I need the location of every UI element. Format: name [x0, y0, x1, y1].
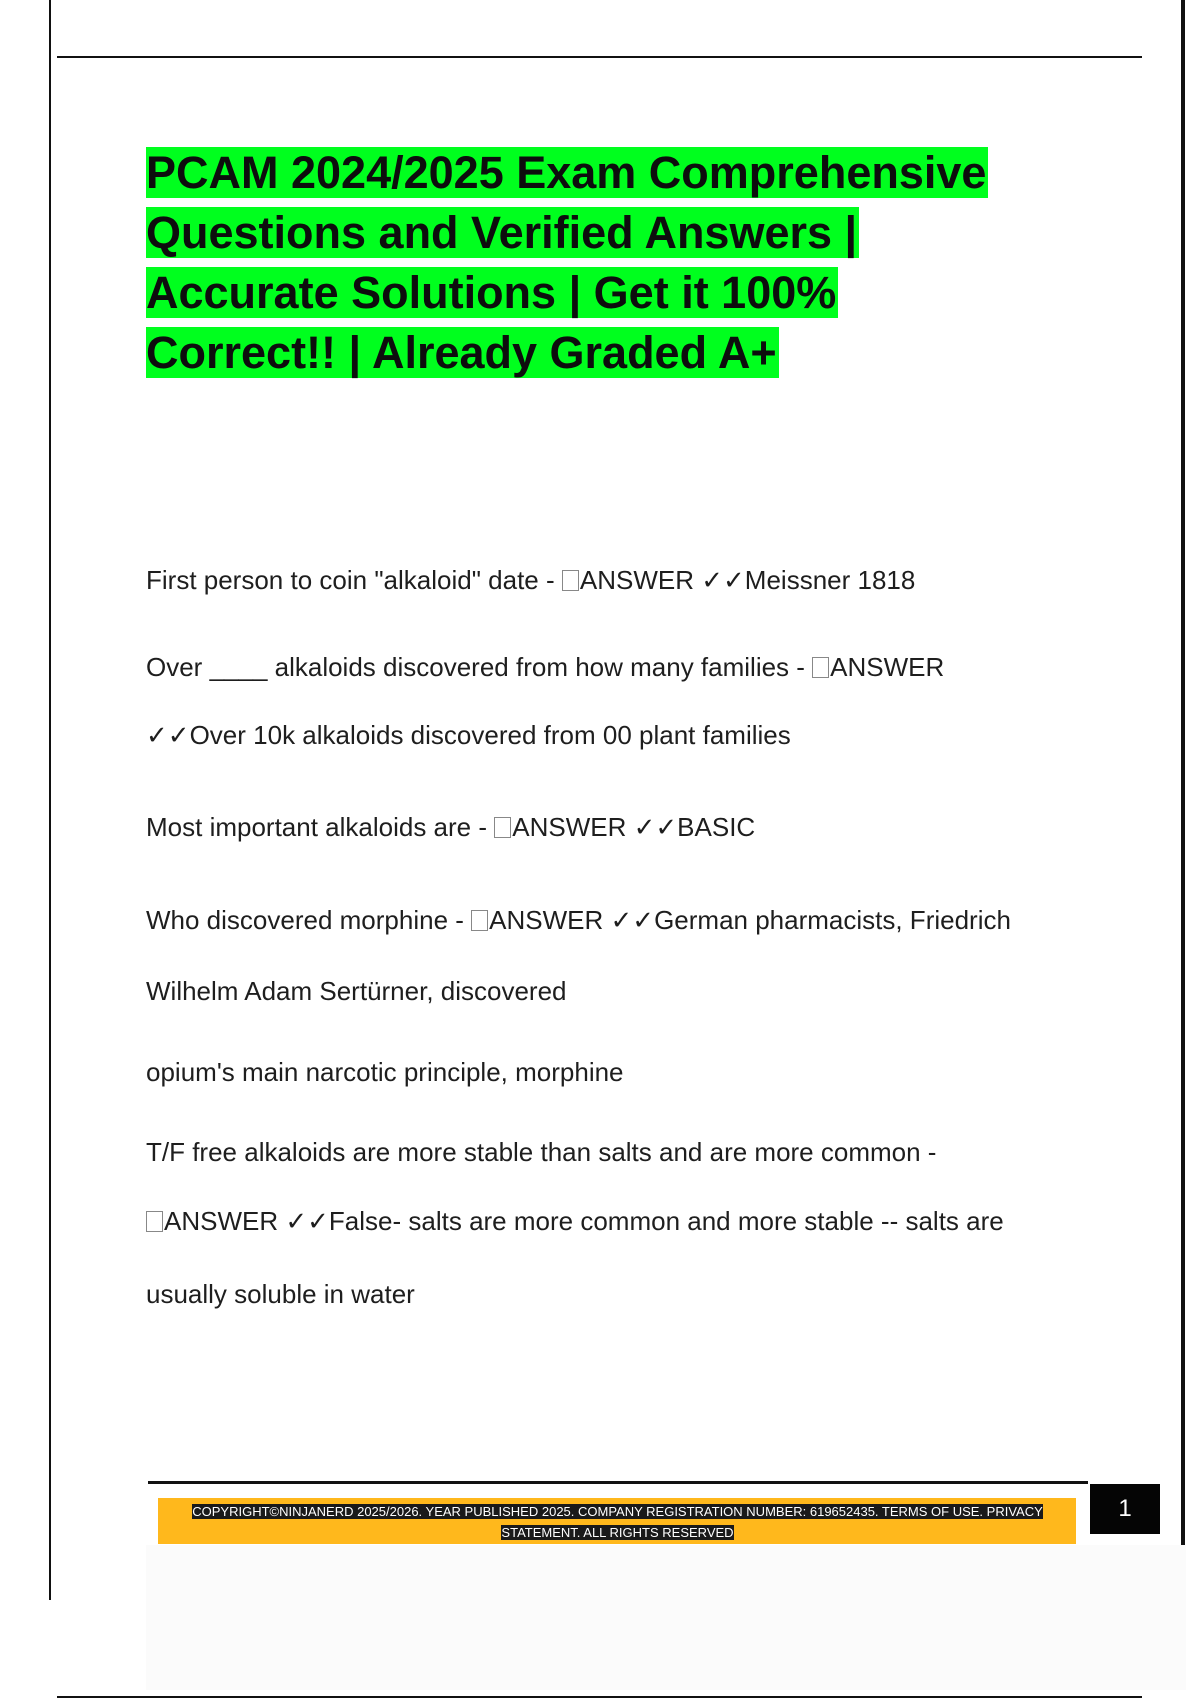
- question-text: First person to coin "alkaloid" date -: [146, 565, 562, 595]
- title-line: Correct!! | Already Graded A+: [146, 327, 777, 378]
- answer-text: Over 10k alkaloids discovered from 00 plant families: [189, 720, 791, 750]
- qa-item-5-question: [146, 1135, 1106, 1169]
- question-text: Who discovered morphine -: [146, 905, 472, 935]
- title-line: Accurate Solutions | Get it 100%: [146, 267, 837, 318]
- qa-item-4-line3: [146, 1055, 1106, 1089]
- bottom-rule: [57, 1696, 1142, 1698]
- title-line: Questions and Verified Answers |: [146, 207, 858, 258]
- qa-item-3: [146, 810, 1106, 844]
- page-number: 1: [1090, 1484, 1160, 1534]
- checkbox-glyph-icon: [562, 570, 579, 591]
- checkmarks: ✓✓: [146, 720, 190, 750]
- checkbox-glyph-icon: [494, 817, 511, 838]
- page-border-left: [49, 0, 51, 1600]
- footer-rule: [148, 1481, 1088, 1484]
- answer-marker: ANSWER ✓✓: [489, 905, 655, 935]
- copyright-notice: [170, 1501, 1065, 1543]
- title-line: PCAM 2024/2025 Exam Comprehensive: [146, 147, 987, 198]
- answer-marker: ANSWER ✓✓: [164, 1206, 329, 1236]
- qa-item-4: [146, 903, 1106, 937]
- answer-text: BASIC: [677, 812, 756, 842]
- qa-item-1: [146, 563, 1106, 597]
- answer-text: German pharmacists, Friedrich: [654, 905, 1011, 935]
- checkbox-glyph-icon: [471, 910, 488, 931]
- copyright-line: STATEMENT. ALL RIGHTS RESERVED: [501, 1525, 734, 1540]
- answer-marker: ANSWER ✓✓: [512, 812, 678, 842]
- answer-marker: ANSWER ✓✓: [579, 565, 745, 595]
- page-border-right: [1181, 0, 1185, 1600]
- qa-item-2-answer: [146, 718, 1106, 752]
- qa-item-4-line2: [146, 974, 1106, 1008]
- top-rule: [57, 56, 1142, 58]
- answer-label: ANSWER: [830, 652, 945, 682]
- checkbox-glyph-icon: [812, 657, 829, 678]
- page-bottom-margin: [146, 1545, 1186, 1690]
- checkbox-glyph-icon: [146, 1211, 163, 1232]
- answer-text: Wilhelm Adam Sertürner, discovered: [146, 976, 567, 1006]
- question-text: Most important alkaloids are -: [146, 812, 495, 842]
- answer-text: usually soluble in water: [146, 1279, 415, 1309]
- qa-item-5-line3: [146, 1277, 1106, 1311]
- question-text: T/F free alkaloids are more stable than salts and are more common -: [146, 1137, 937, 1167]
- copyright-line: COPYRIGHT©NINJANERD 2025/2026. YEAR PUBLISHED 2025. COMPANY REGISTRATION NUMBER: 619652435. TERMS OF USE. PRIVACY: [192, 1504, 1043, 1519]
- question-text: Over ____ alkaloids discovered from how many families -: [146, 652, 813, 682]
- answer-text: opium's main narcotic principle, morphine: [146, 1057, 624, 1087]
- document-title: [146, 143, 1096, 383]
- qa-item-5-answer: [146, 1204, 1106, 1238]
- answer-text: Meissner 1818: [744, 565, 916, 595]
- qa-item-2-question: [146, 650, 1106, 684]
- answer-text: False- salts are more common and more stable -- salts are: [328, 1206, 1004, 1236]
